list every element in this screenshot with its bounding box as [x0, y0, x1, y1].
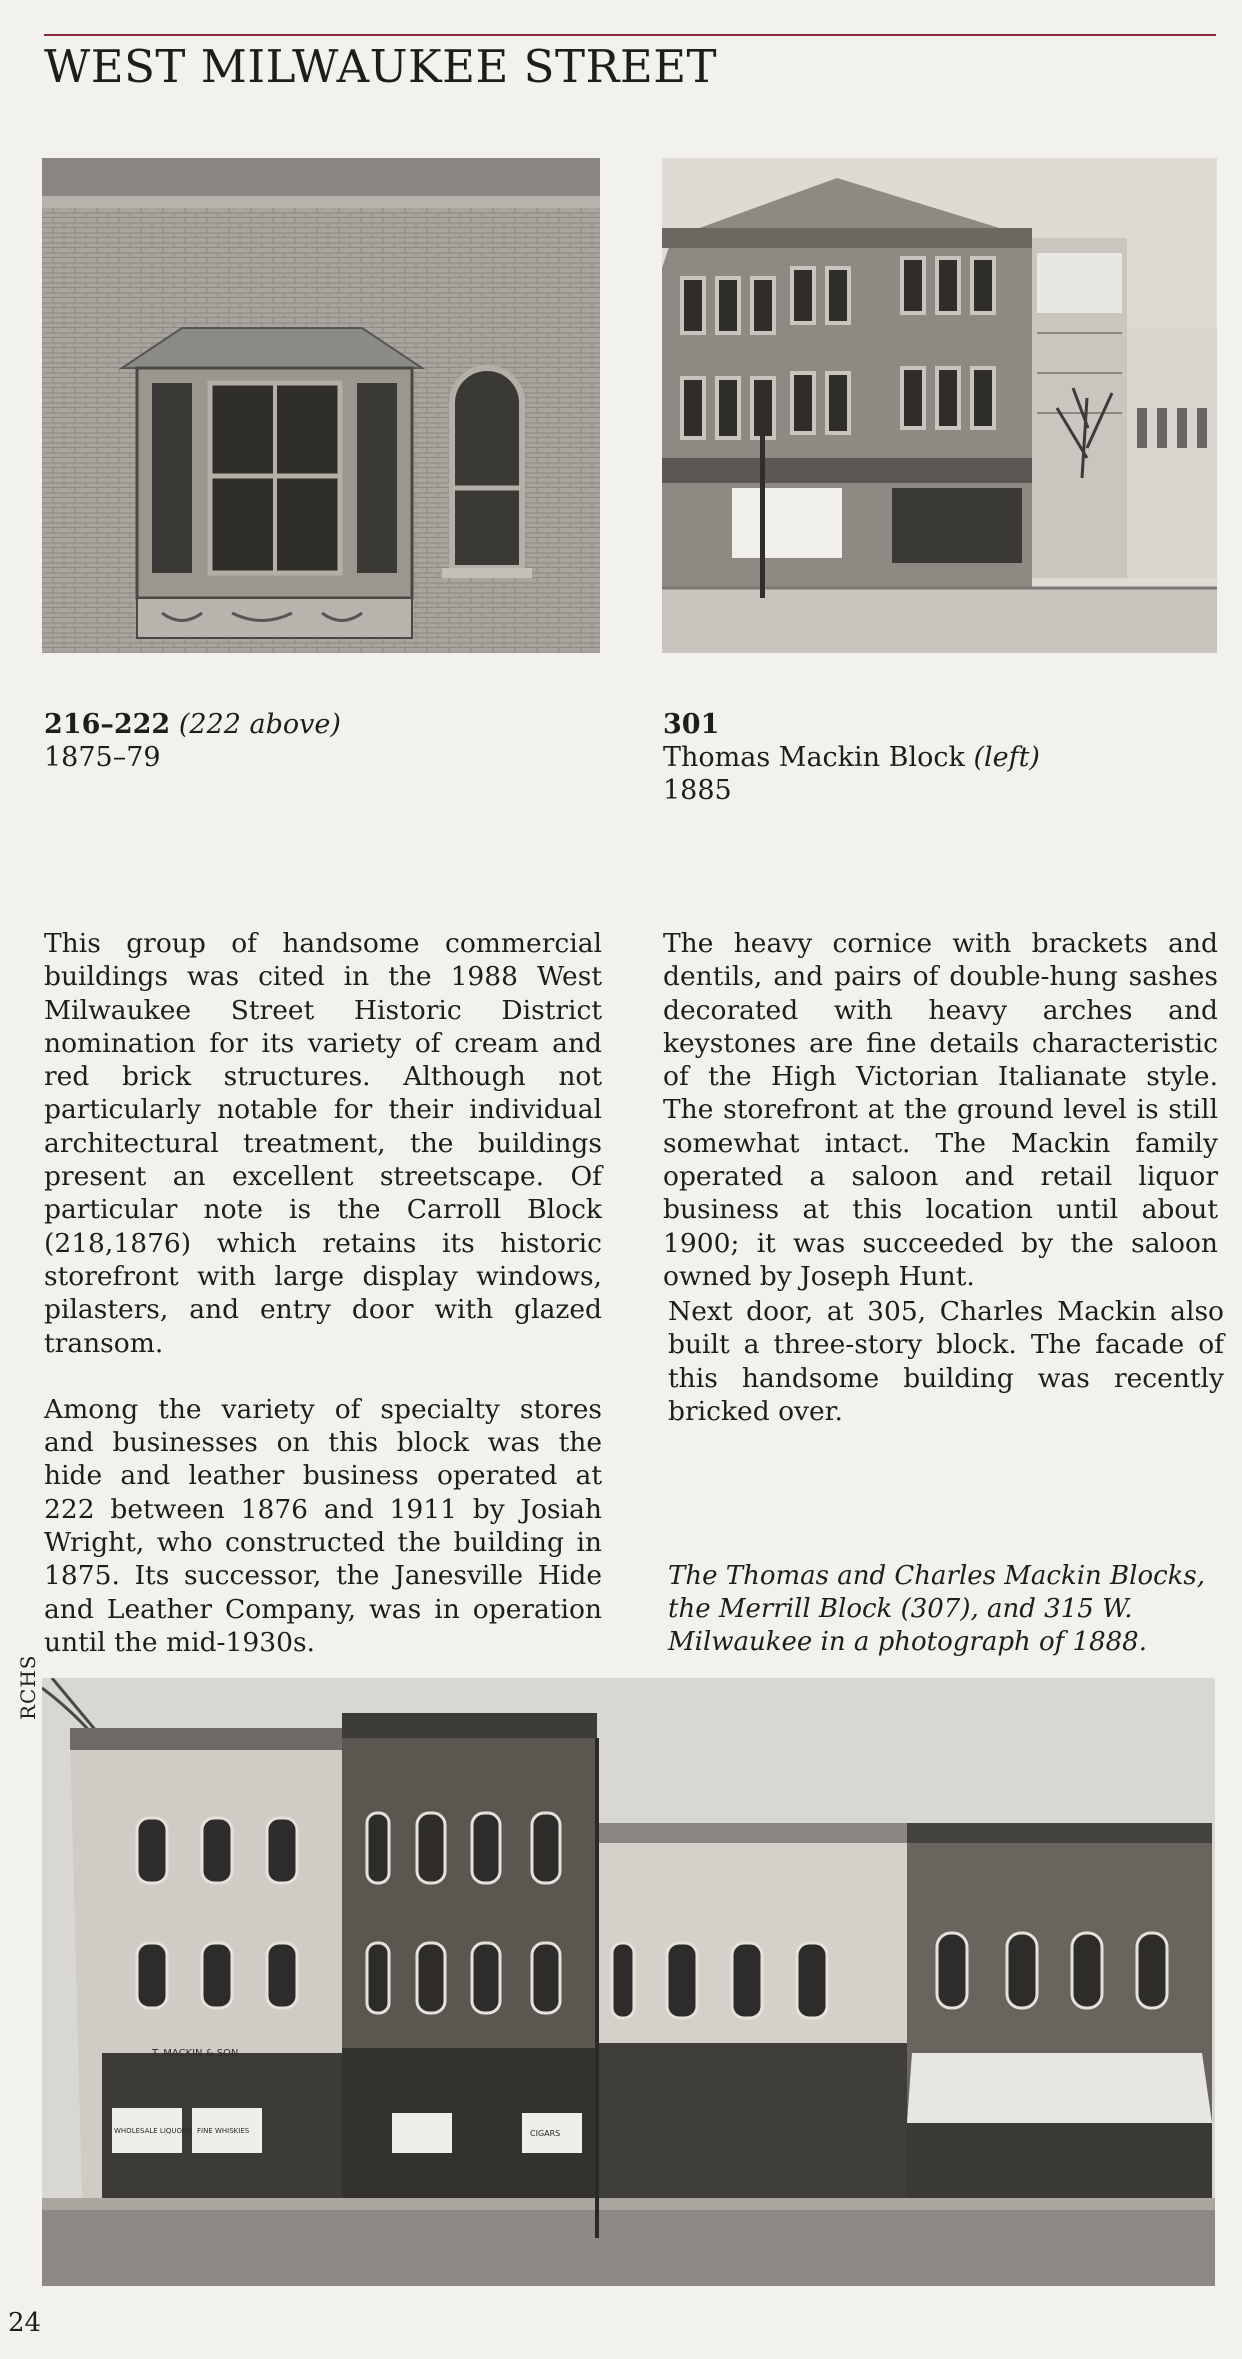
page-title: WEST MILWAUKEE STREET: [44, 40, 718, 93]
right-column-1: [663, 927, 1218, 1293]
photo-historic-1888: [42, 1678, 1215, 2286]
right-paragraph-1: The heavy cornice with brackets and dentils, and pairs of double-hung sashes decorated with heavy arches and keystones are fine details characteristic of the High Victorian Italianate style. The storefront at the ground level is still somewhat intact. The Mackin family operated a saloon and retail liquor business at this location until about 1900; it was succeeded by the saloon owned by Joseph Hunt.: [663, 928, 1218, 1292]
historic-photo-caption: The Thomas and Charles Mackin Blocks, the Merrill Block (307), and 315 W. Milwaukee in a photograph of 1888.: [668, 1561, 1206, 1657]
right-column-2: [668, 1295, 1224, 1428]
left-entry-caption: [44, 708, 341, 774]
right-paragraph-2: Next door, at 305, Charles Mackin also built a three-story block. The facade of this handsome building was recently bricked over.: [668, 1296, 1224, 1427]
right-entry-name: Thomas Mackin Block: [663, 742, 965, 773]
photo-credit: RCHS: [16, 1654, 40, 1720]
left-paragraph-1: This group of handsome commercial buildings was cited in the 1988 West Milwaukee Street Historic District nomination for its variety of cream and red brick structures. Although not particularly notable for their individual architectural treatment, the buildings present an excellent streetscape. Of particular note is the Carroll Block (218,1876) which retains its historic storefront with large display windows, pilasters, and entry door with glazed transom.: [44, 928, 602, 1359]
left-column: [44, 927, 602, 1659]
right-entry-note: (left): [973, 742, 1040, 773]
sign-mackin: T. MACKIN & SON: [152, 2048, 239, 2059]
photo-bay-window: [42, 158, 600, 653]
left-entry-note: (222 above): [178, 709, 341, 740]
right-entry-number: 301: [663, 709, 720, 740]
left-entry-number: 216–222: [44, 709, 171, 740]
right-entry-date: 1885: [663, 775, 732, 806]
header-rule: [44, 34, 1216, 36]
left-entry-dates: 1875–79: [44, 742, 161, 773]
sign-cigars: CIGARS: [530, 2129, 561, 2138]
photo-mackin-block: [662, 158, 1217, 653]
left-paragraph-2: Among the variety of specialty stores and businesses on this block was the hide and leather business operated at 222 between 1876 and 1911 by Josiah Wright, who constructed the building in 1875. Its successor, the Janesville Hide and Leather Company, was in operation until the mid-1930s.: [44, 1393, 602, 1658]
sign-whiskies: FINE WHISKIES: [197, 2127, 250, 2135]
page-number: 24: [8, 2308, 42, 2338]
sign-wholesale: WHOLESALE LIQUORS: [114, 2127, 192, 2135]
right-entry-caption: [663, 708, 1040, 807]
